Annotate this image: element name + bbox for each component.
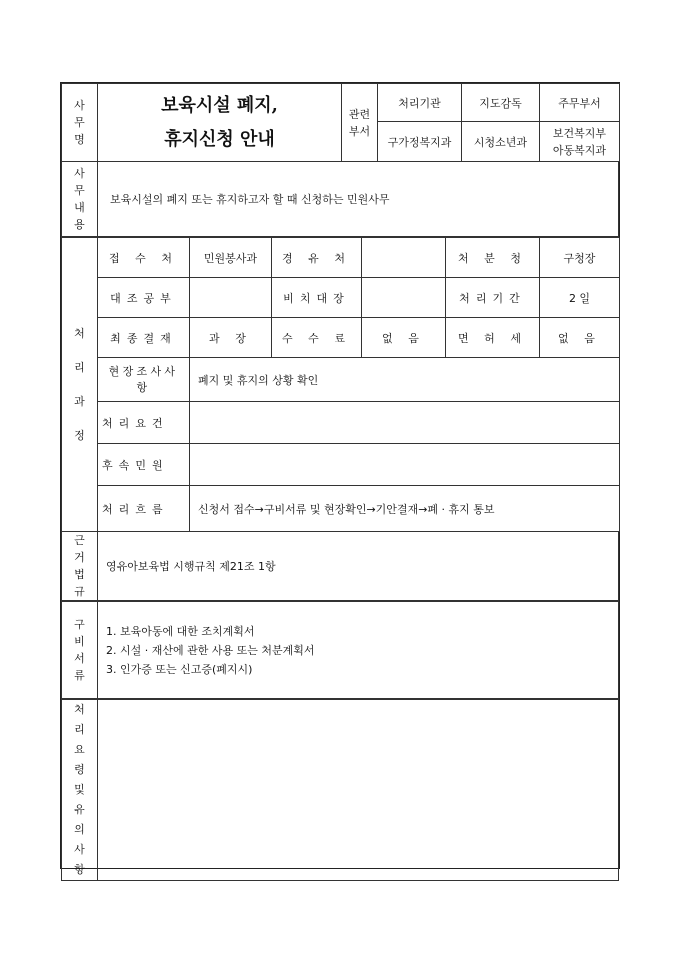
receipt-label: 접 수 처 — [98, 238, 190, 278]
survey-value: 폐지 및 휴지의 상황 확인 — [190, 358, 620, 402]
requirements-value — [190, 402, 620, 444]
page-title — [98, 84, 342, 162]
legal-text: 영유아보육법 시행규칙 제21조 1항 — [98, 532, 619, 601]
license-tax-label: 면 허 세 — [446, 318, 540, 358]
title-line2: 휴지신청 안내 — [164, 128, 275, 150]
notes-label: 처리 요령 및 유의 사항 — [62, 700, 98, 881]
title-line1: 보육시설 폐지, — [161, 94, 278, 116]
document-item: 2. 시설 · 재산에 관한 사용 또는 처분계획서 — [106, 643, 315, 657]
requirements-label: 처리요건 — [98, 402, 190, 444]
documents-label: 구비 서류 — [62, 602, 98, 699]
content-label: 사무 내용 — [62, 162, 98, 237]
final-approval-label: 최종결재 — [98, 318, 190, 358]
related-dept-label: 관련 부서 — [342, 84, 378, 162]
notes-text — [98, 700, 619, 881]
followup-label: 후속민원 — [98, 444, 190, 486]
fee-label: 수 수 료 — [272, 318, 362, 358]
period-label: 처리기간 — [446, 278, 540, 318]
stamp-ledger-value — [362, 278, 446, 318]
final-approval-value: 과 장 — [190, 318, 272, 358]
via-value — [362, 238, 446, 278]
process-label: 처 리 과 정 — [62, 238, 98, 532]
via-label: 경 유 처 — [272, 238, 362, 278]
ledger-value — [190, 278, 272, 318]
legal-label: 근거 법규 — [62, 532, 98, 601]
header-table — [61, 83, 620, 162]
notes-table — [61, 699, 619, 881]
documents-table — [61, 601, 619, 699]
legal-table — [61, 531, 619, 601]
license-tax-value: 없 음 — [540, 318, 620, 358]
disposal-agency-label: 처 분 청 — [446, 238, 540, 278]
content-table — [61, 161, 619, 237]
document-item: 3. 인가증 또는 신고증(폐지시) — [106, 662, 253, 676]
col-value-supervision: 시청소년과 — [462, 122, 540, 162]
receipt-value: 민원봉사과 — [190, 238, 272, 278]
period-value: 2 일 — [540, 278, 620, 318]
col-value-agency: 구가정복지과 — [378, 122, 462, 162]
process-table — [61, 237, 620, 532]
flow-value: 신청서 접수→구비서류 및 현장확인→기안결재→폐 · 휴지 통보 — [190, 486, 620, 532]
col-header-main-dept: 주무부서 — [540, 84, 620, 122]
col-value-main-dept: 보건복지부 아동복지과 — [540, 122, 620, 162]
documents-list — [98, 602, 619, 699]
form-sheet — [60, 82, 620, 876]
flow-label: 처리흐름 — [98, 486, 190, 532]
affair-name-label: 사 무 명 — [62, 84, 98, 162]
survey-label: 현장조사사항 — [98, 358, 190, 402]
col-header-supervision: 지도감독 — [462, 84, 540, 122]
followup-value — [190, 444, 620, 486]
document-item: 1. 보육아동에 대한 조치계획서 — [106, 624, 255, 638]
fee-value: 없 음 — [362, 318, 446, 358]
disposal-agency-value: 구청장 — [540, 238, 620, 278]
stamp-ledger-label: 비치대장 — [272, 278, 362, 318]
col-header-agency: 처리기관 — [378, 84, 462, 122]
content-text: 보육시설의 폐지 또는 휴지하고자 할 때 신청하는 민원사무 — [98, 162, 619, 237]
ledger-label: 대조공부 — [98, 278, 190, 318]
